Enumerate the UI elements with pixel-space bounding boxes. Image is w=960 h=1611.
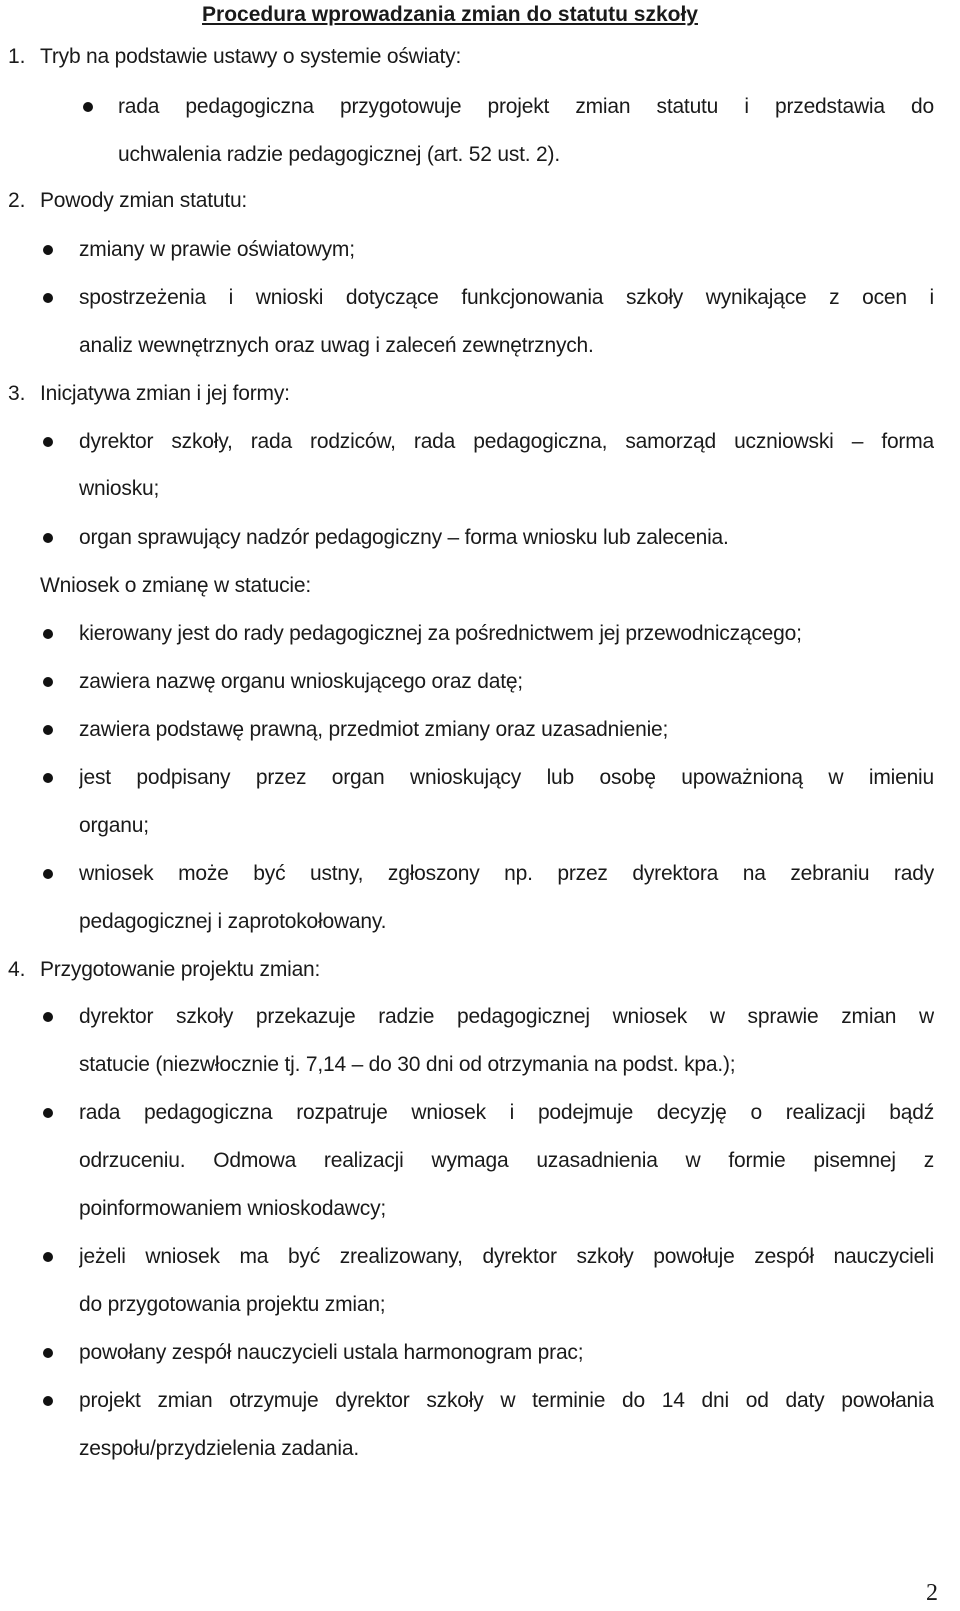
section-2-item-2-line-2: analiz wewnętrznych oraz uwag i zaleceń zewnętrznych.	[79, 334, 594, 357]
section-4-item-2-line-3: poinformowaniem wnioskodawcy;	[79, 1197, 387, 1220]
wniosek-item-1-line-1: kierowany jest do rady pedagogicznej za pośrednictwem jej przewodniczącego;	[79, 622, 802, 645]
page-number: 2	[926, 1580, 938, 1606]
section-4-item-4-line-1: powołany zespół nauczycieli ustala harmonogram prac;	[79, 1341, 584, 1364]
section-4-item-2-line-2: odrzuceniu. Odmowa realizacji wymaga uzasadnienia w formie pisemnej z	[79, 1149, 934, 1172]
section-2-item-2-line-1: spostrzeżenia i wnioski dotyczące funkcjonowania szkoły wynikające z ocen i	[79, 286, 934, 309]
wniosek-item-4-line-1: jest podpisany przez organ wnioskujący lub osobę upoważnioną w imieniu	[79, 766, 934, 789]
section-3-heading: Inicjatywa zmian i jej formy:	[40, 382, 290, 405]
wniosek-item-5-line-1: wniosek może być ustny, zgłoszony np. przez dyrektora na zebraniu rady	[79, 862, 934, 885]
bullet-icon	[43, 1108, 53, 1118]
bullet-icon	[43, 629, 53, 639]
wniosek-item-5-line-2: pedagogicznej i zaprotokołowany.	[79, 910, 387, 933]
section-3-number: 3.	[8, 382, 26, 405]
section-1-item-1-line-2: uchwalenia radzie pedagogicznej (art. 52 ust. 2).	[118, 143, 560, 166]
section-2-item-1-line-1: zmiany w prawie oświatowym;	[79, 238, 355, 261]
section-4-item-1-line-2: statucie (niezwłocznie tj. 7,14 – do 30 dni od otrzymania na podst. kpa.);	[79, 1053, 736, 1076]
section-1-number: 1.	[8, 45, 26, 68]
bullet-icon	[83, 102, 93, 112]
wniosek-item-2-line-1: zawiera nazwę organu wnioskującego oraz datę;	[79, 670, 523, 693]
section-4-item-1-line-1: dyrektor szkoły przekazuje radzie pedagogicznej wniosek w sprawie zmian w	[79, 1005, 934, 1028]
bullet-icon	[43, 437, 53, 447]
bullet-icon	[43, 725, 53, 735]
bullet-icon	[43, 677, 53, 687]
section-4-item-3-line-2: do przygotowania projektu zmian;	[79, 1293, 386, 1316]
section-4-heading: Przygotowanie projektu zmian:	[40, 958, 321, 981]
section-1-heading: Tryb na podstawie ustawy o systemie oświaty:	[40, 45, 462, 68]
wniosek-heading: Wniosek o zmianę w statucie:	[40, 574, 312, 597]
bullet-icon	[43, 869, 53, 879]
bullet-icon	[43, 293, 53, 303]
wniosek-item-4-line-2: organu;	[79, 814, 149, 837]
bullet-icon	[43, 245, 53, 255]
bullet-icon	[43, 773, 53, 783]
wniosek-item-3-line-1: zawiera podstawę prawną, przedmiot zmiany oraz uzasadnienie;	[79, 718, 669, 741]
section-3-item-2-line-1: organ sprawujący nadzór pedagogiczny – forma wniosku lub zalecenia.	[79, 526, 729, 549]
bullet-icon	[43, 533, 53, 543]
section-3-item-1-line-2: wniosku;	[79, 477, 160, 500]
section-2-heading: Powody zmian statutu:	[40, 189, 248, 212]
bullet-icon	[43, 1012, 53, 1022]
section-3-item-1-line-1: dyrektor szkoły, rada rodziców, rada pedagogiczna, samorząd uczniowski – forma	[79, 430, 934, 453]
section-2-number: 2.	[8, 189, 26, 212]
bullet-icon	[43, 1252, 53, 1262]
section-4-item-3-line-1: jeżeli wniosek ma być zrealizowany, dyrektor szkoły powołuje zespół nauczycieli	[79, 1245, 934, 1268]
bullet-icon	[43, 1348, 53, 1358]
document-title: Procedura wprowadzania zmian do statutu szkoły	[202, 3, 698, 26]
section-4-number: 4.	[8, 958, 26, 981]
section-4-item-2-line-1: rada pedagogiczna rozpatruje wniosek i podejmuje decyzję o realizacji bądź	[79, 1101, 934, 1124]
bullet-icon	[43, 1396, 53, 1406]
section-4-item-5-line-2: zespołu/przydzielenia zadania.	[79, 1437, 360, 1460]
section-4-item-5-line-1: projekt zmian otrzymuje dyrektor szkoły w terminie do 14 dni od daty powołania	[79, 1389, 934, 1412]
section-1-item-1-line-1: rada pedagogiczna przygotowuje projekt zmian statutu i przedstawia do	[118, 95, 934, 118]
